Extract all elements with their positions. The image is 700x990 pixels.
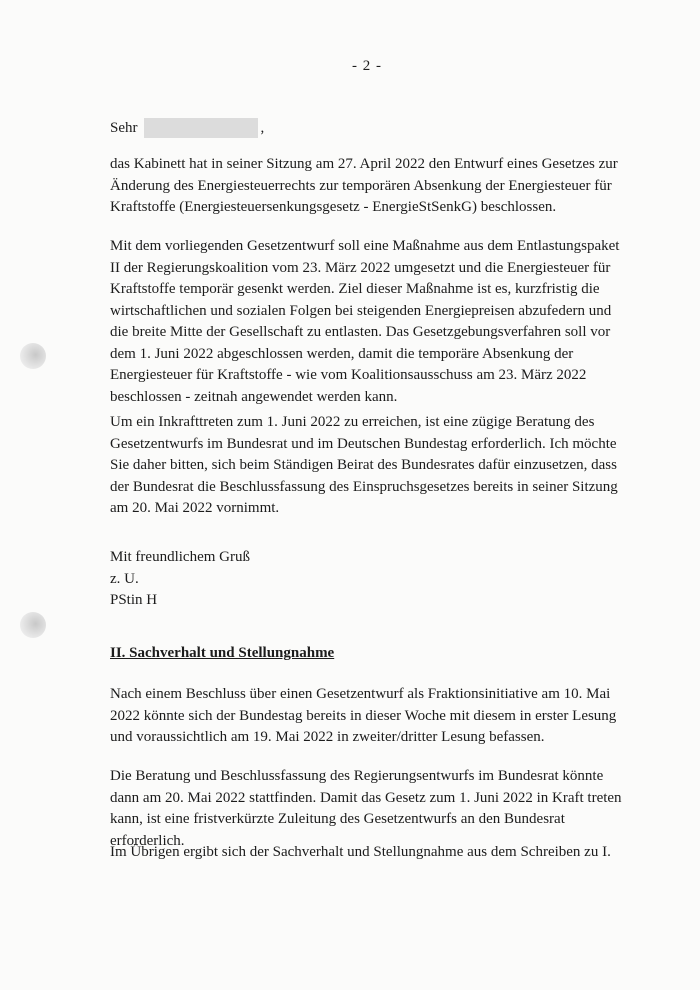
paragraph-cabinet-decision: das Kabinett hat in seiner Sitzung am 27. April 2022 den Entwurf eines Gesetzes zur Änderung des Energiesteuerrechts zur temporären Absenkung der Energiesteuer für Kraftstoffe (Energiesteuersenkungsgesetz - EnergieStSenkG) beschlossen. bbox=[110, 156, 618, 215]
paragraph-bundesrat-schedule: Die Beratung und Beschlussfassung des Regierungsentwurfs im Bundesrat könnte dann am 20. Mai 2022 stattfinden. Damit das Gesetz zum 1. Juni 2022 in Kraft treten kann, ist eine fristverkürzte Zuleitung des Gesetzentwurfs an den Bundesrat erforderlich. bbox=[110, 768, 622, 849]
redacted-name bbox=[144, 118, 258, 138]
punch-hole-top bbox=[20, 343, 46, 369]
paragraph-remainder: Im Übrigen ergibt sich der Sachverhalt und Stellungnahme aus dem Schreiben zu I. bbox=[110, 844, 611, 860]
closing-greeting: Mit freundlichem Gruß bbox=[110, 549, 250, 565]
salutation bbox=[110, 118, 264, 138]
closing-signer: PStin H bbox=[110, 592, 158, 608]
section-heading: II. Sachverhalt und Stellungnahme bbox=[110, 645, 335, 661]
closing-zu: z. U. bbox=[110, 570, 139, 587]
page-number: - 2 - bbox=[352, 58, 382, 74]
paragraph-relief-package: Mit dem vorliegenden Gesetzentwurf soll eine Maßnahme aus dem Entlastungspaket II der Regierungskoalition vom 23. März 2022 umgesetzt und die Energiesteuer für Kraftstoffe temporär gesenkt werden. Ziel dieser Maßnahme ist es, kurzfristig die wirtschaftlichen und sozialen Folgen bei steigenden Energiepreisen abzufedern und die breite Mitte der Gesellschaft zu entlasten. Das Gesetzgebungsverfahren soll vor dem 1. Juni 2022 abgeschlossen werden, damit die temporäre Absenkung der Energiesteuer für Kraftstoffe - wie vom Koalitionsausschuss am 23. März 2022 beschlossen - zeitnah angewendet werden kann. bbox=[110, 238, 620, 405]
closing-block bbox=[110, 547, 630, 612]
paragraph-request-bundesrat: Um ein Inkrafttreten zum 1. Juni 2022 zu erreichen, ist eine zügige Beratung des Gesetzentwurfs im Bundesrat und im Deutschen Bundestag erforderlich. Ich möchte Sie daher bitten, sich beim Ständigen Beirat des Bundesrates dafür einzusetzen, dass der Bundesrat die Beschlussfassung des Einspruchsgesetzes bereits in seiner Sitzung am 20. Mai 2022 vornimmt. bbox=[110, 414, 618, 516]
paragraph-bundestag-schedule: Nach einem Beschluss über einen Gesetzentwurf als Fraktionsinitiative am 10. Mai 2022 könnte sich der Bundestag bereits in dieser Woche mit diesem in erster Lesung und voraussichtlich am 19. Mai 2022 in zweiter/dritter Lesung befassen. bbox=[110, 686, 617, 745]
salutation-suffix: , bbox=[260, 119, 265, 136]
punch-hole-bottom bbox=[20, 612, 46, 638]
salutation-prefix: Sehr bbox=[110, 119, 138, 136]
